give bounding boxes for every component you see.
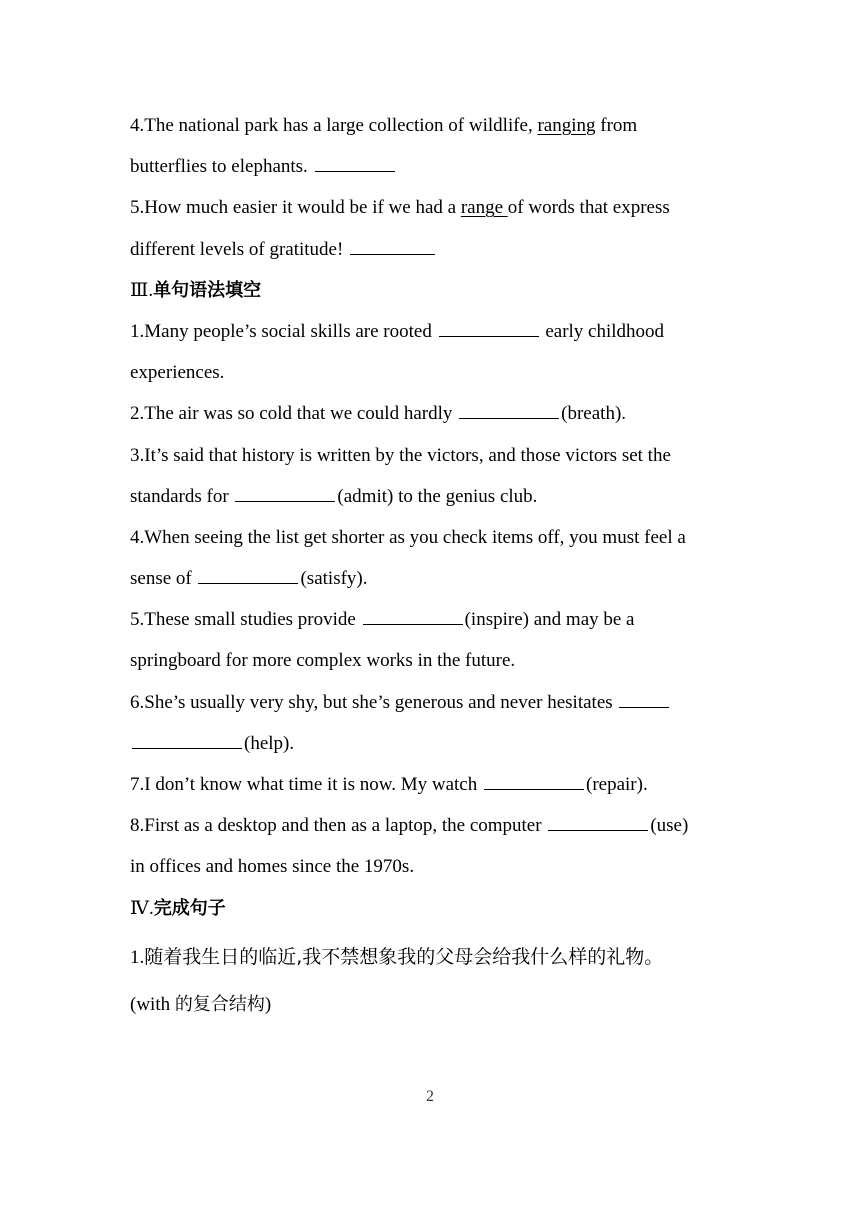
answer-blank[interactable] (350, 234, 435, 255)
answer-blank[interactable] (619, 687, 669, 708)
q3-4-line2: sense of (satisfy). (130, 558, 730, 599)
page-number: 2 (426, 1088, 434, 1105)
answer-blank[interactable] (459, 398, 559, 419)
q3-5-line1: 5.These small studies provide (inspire) and may be a (130, 599, 730, 640)
answer-blank[interactable] (484, 769, 584, 790)
answer-blank[interactable] (548, 810, 648, 831)
q2-4-line2: butterflies to elephants. (130, 146, 730, 187)
q2-5-line2: different levels of gratitude! (130, 229, 730, 270)
section4-heading: Ⅳ.完成句子 (130, 897, 226, 919)
q3-5-line2: springboard for more complex works in the future. (130, 650, 516, 672)
answer-blank[interactable] (235, 481, 335, 502)
answer-blank[interactable] (132, 728, 242, 749)
q4-1-hint: (with 的复合结构) (130, 993, 272, 1015)
q3-6-line2: (help). (130, 723, 730, 764)
q3-2-line1: 2.The air was so cold that we could hardly (breath). (130, 393, 730, 434)
answer-blank[interactable] (363, 604, 463, 625)
answer-blank[interactable] (439, 316, 539, 337)
q3-6-line1: 6.She’s usually very shy, but she’s generous and never hesitates (130, 682, 730, 723)
q3-8-line1: 8.First as a desktop and then as a laptop, the computer (use) (130, 805, 730, 846)
q3-8-line2: in offices and homes since the 1970s. (130, 856, 415, 878)
answer-blank[interactable] (198, 563, 298, 584)
section3-heading: Ⅲ.单句语法填空 (130, 279, 262, 301)
q3-4-line1: 4.When seeing the list get shorter as you check items off, you must feel a (130, 526, 686, 548)
q3-3-line1: 3.It’s said that history is written by the victors, and those victors set the (130, 444, 671, 466)
q4-1-line1: 1.随着我生日的临近,我不禁想象我的父母会给我什么样的礼物。 (130, 945, 664, 968)
answer-blank[interactable] (315, 151, 395, 172)
underlined-word: ranging (537, 115, 596, 136)
page-content (130, 105, 730, 1025)
q2-4-line1: 4.The national park has a large collection of wildlife, ranging from (130, 115, 638, 136)
q3-1-line1: 1.Many people’s social skills are rooted early childhood (130, 311, 730, 352)
q3-3-line2: standards for (admit) to the genius club. (130, 476, 730, 517)
underlined-word: range (460, 197, 508, 219)
q2-5-line1: 5.How much easier it would be if we had a range of words that express (130, 197, 670, 219)
q3-1-line2: experiences. (130, 362, 225, 384)
q3-7-line1: 7.I don’t know what time it is now. My watch (repair). (130, 764, 730, 805)
